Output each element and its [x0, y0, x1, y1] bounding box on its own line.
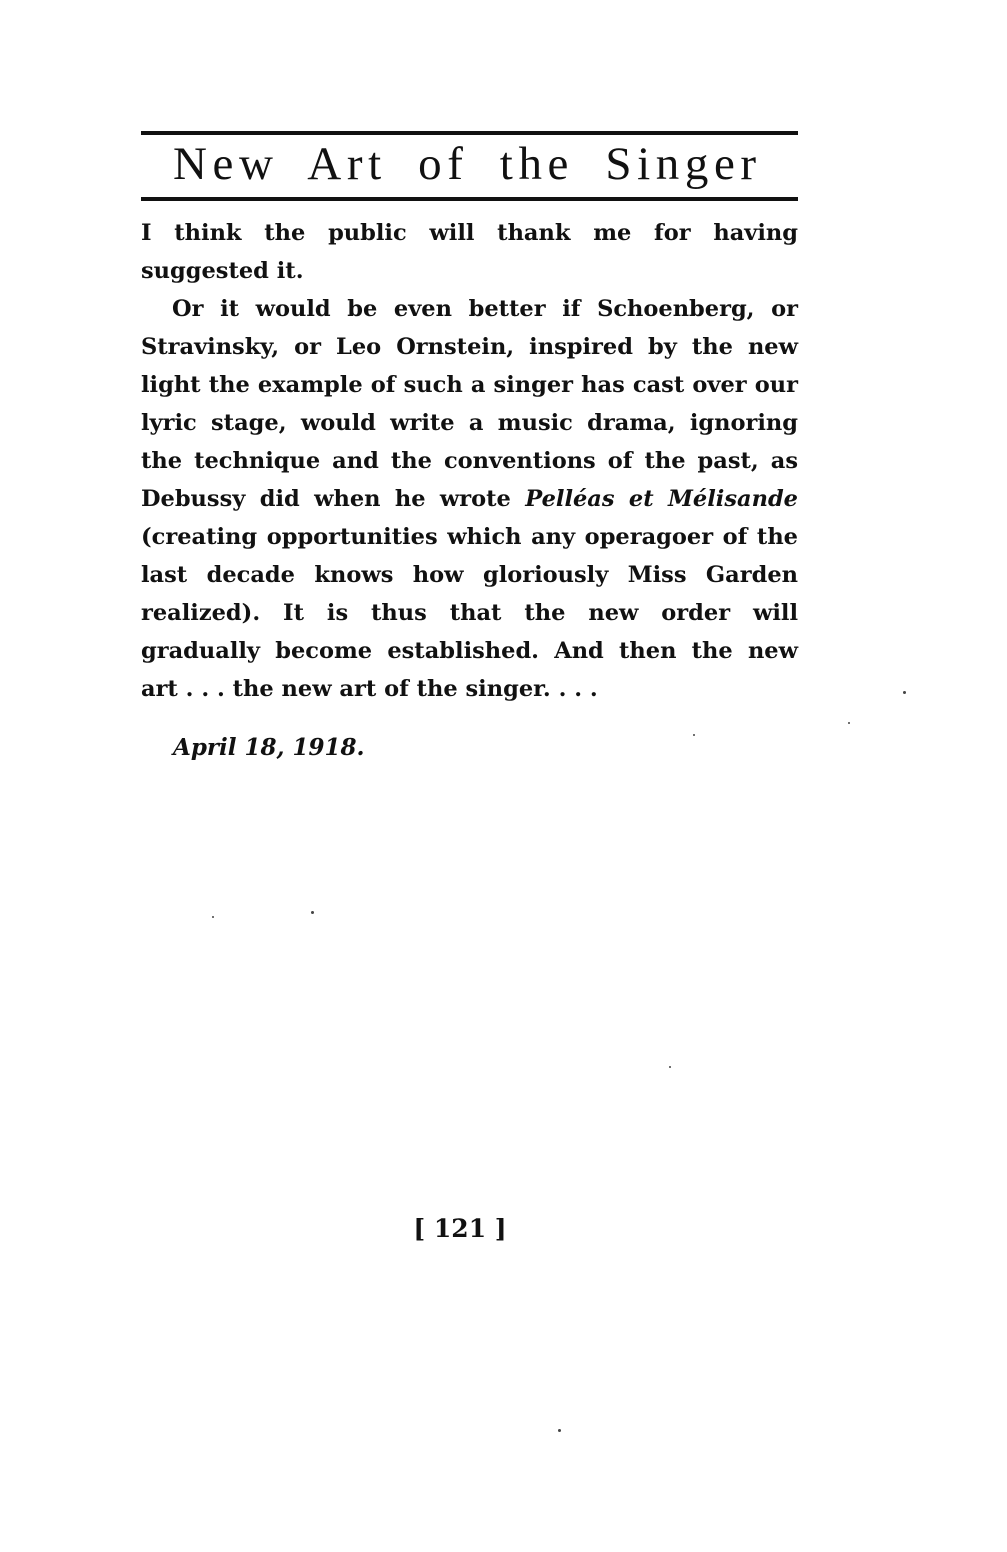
scan-speck — [693, 734, 695, 736]
running-title: New Art of the Singer — [173, 138, 762, 190]
dateline: April 18, 1918. — [173, 734, 365, 761]
paragraph-2 — [141, 290, 798, 708]
scan-speck — [212, 916, 214, 918]
scan-speck — [903, 691, 906, 694]
page-header — [141, 131, 798, 201]
opera-title: Pelléas et Mélisande — [525, 486, 798, 512]
scan-speck — [669, 1066, 671, 1068]
page-number: [ 121 ] — [413, 1214, 507, 1243]
header-bottom-rule — [141, 197, 798, 201]
paragraph-2-before-title: Or it would be even better if Schoenberg, or Stravinsky, or Leo Ornstein, inspired by the new light the example of such a singer has cast over our lyric stage, would write a music drama, ignoring the technique and the conventions of the past, as Debussy did when he wrote — [141, 296, 798, 512]
scan-speck — [558, 1429, 561, 1432]
paragraph-1: I think the public will thank me for having suggested it. — [141, 220, 798, 284]
body-text — [141, 214, 798, 708]
scan-speck — [848, 722, 850, 724]
paragraph-2-after-title: (creating opportunities which any operagoer of the last decade knows how gloriously Miss Garden realized). It is thus that the new order will gradually become established. And then the new art . . . the new art of the singer. . . . — [141, 524, 798, 702]
scan-speck — [311, 911, 314, 914]
